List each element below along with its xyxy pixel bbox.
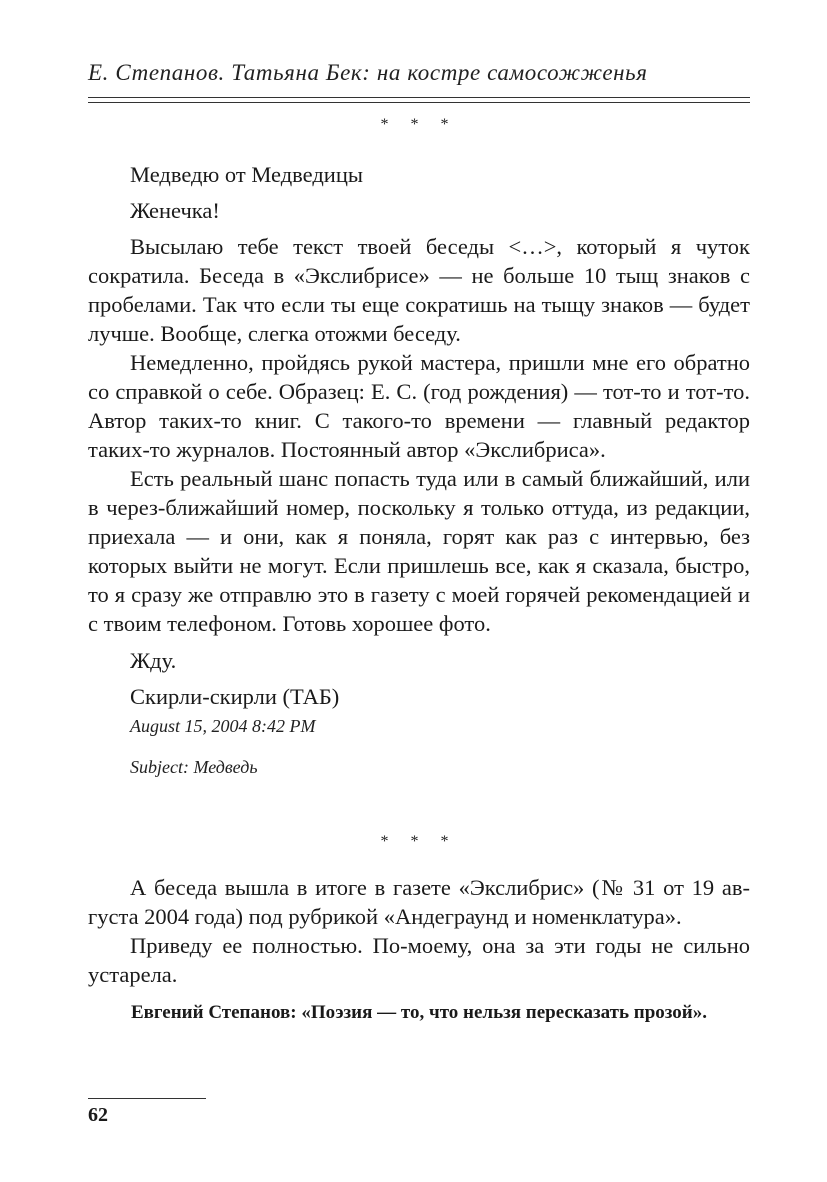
- header-rule-thick: [88, 97, 750, 98]
- letter-closing: Жду.: [130, 648, 177, 673]
- running-head: Е. Степанов. Татьяна Бек: на костре самосожженья: [88, 60, 648, 85]
- interview-heading: Евгений Степанов: «Поэзия — то, что нельзя пересказать прозой».: [130, 1002, 707, 1023]
- email-subject: Subject: Медведь: [130, 757, 258, 777]
- section-separator-top: * * *: [380, 116, 458, 133]
- after-paragraph: А беседа вышла в итоге в газете «Экслибрис» (№ 31 от 19 августа 2004 года) под рубрикой «Андеграунд и номенклатура».: [88, 875, 750, 929]
- letter-greeting: Женечка!: [130, 198, 220, 223]
- after-text: [88, 873, 750, 989]
- letter-signature: Скирли-скирли (ТАБ): [130, 684, 340, 709]
- page-number: 62: [88, 1104, 108, 1126]
- letter-paragraph: Высылаю тебе текст твоей беседы <…>, который я чуток сократила. Беседа в «Экслибрисе» — не больше 10 тыщ знаков с пробелами. Так что если ты еще сократишь на тыщу знаков — будет лучше. Вообще, слегка отожми беседу.: [88, 234, 750, 346]
- after-paragraph: Приведу ее полностью. По-моему, она за эти годы не сильно устарела.: [88, 933, 750, 987]
- header-rule-thin: [88, 102, 750, 103]
- letter-paragraph: Немедленно, пройдясь рукой мастера, пришли мне его обратно со справкой о себе. Образец: Е. С. (год рождения) — тот-то и тот-то. Автор таких-то книг. С такого-то времени — главный редактор таких-то журналов. Постоянный автор «Экслибриса».: [88, 350, 750, 462]
- letter-paragraph: Есть реальный шанс попасть туда или в самый ближайший, или в через-ближайший номер, поскольку я только оттуда, из редакции, приехала — и они, как я поняла, горят как раз с интервью, без которых выйти не могут. Если пришлешь все, как я сказала, быстро, то я сразу же отправлю это в газету с моей горячей рекомендацией и с твоим телефоном. Готовь хорошее фото.: [88, 466, 750, 636]
- letter-title: Медведю от Медведицы: [130, 162, 363, 187]
- email-date: August 15, 2004 8:42 PM: [130, 716, 316, 736]
- footer-rule: [88, 1098, 206, 1099]
- letter-body: [88, 160, 750, 711]
- book-page: [88, 0, 750, 1182]
- section-separator-bottom: * * *: [380, 833, 458, 850]
